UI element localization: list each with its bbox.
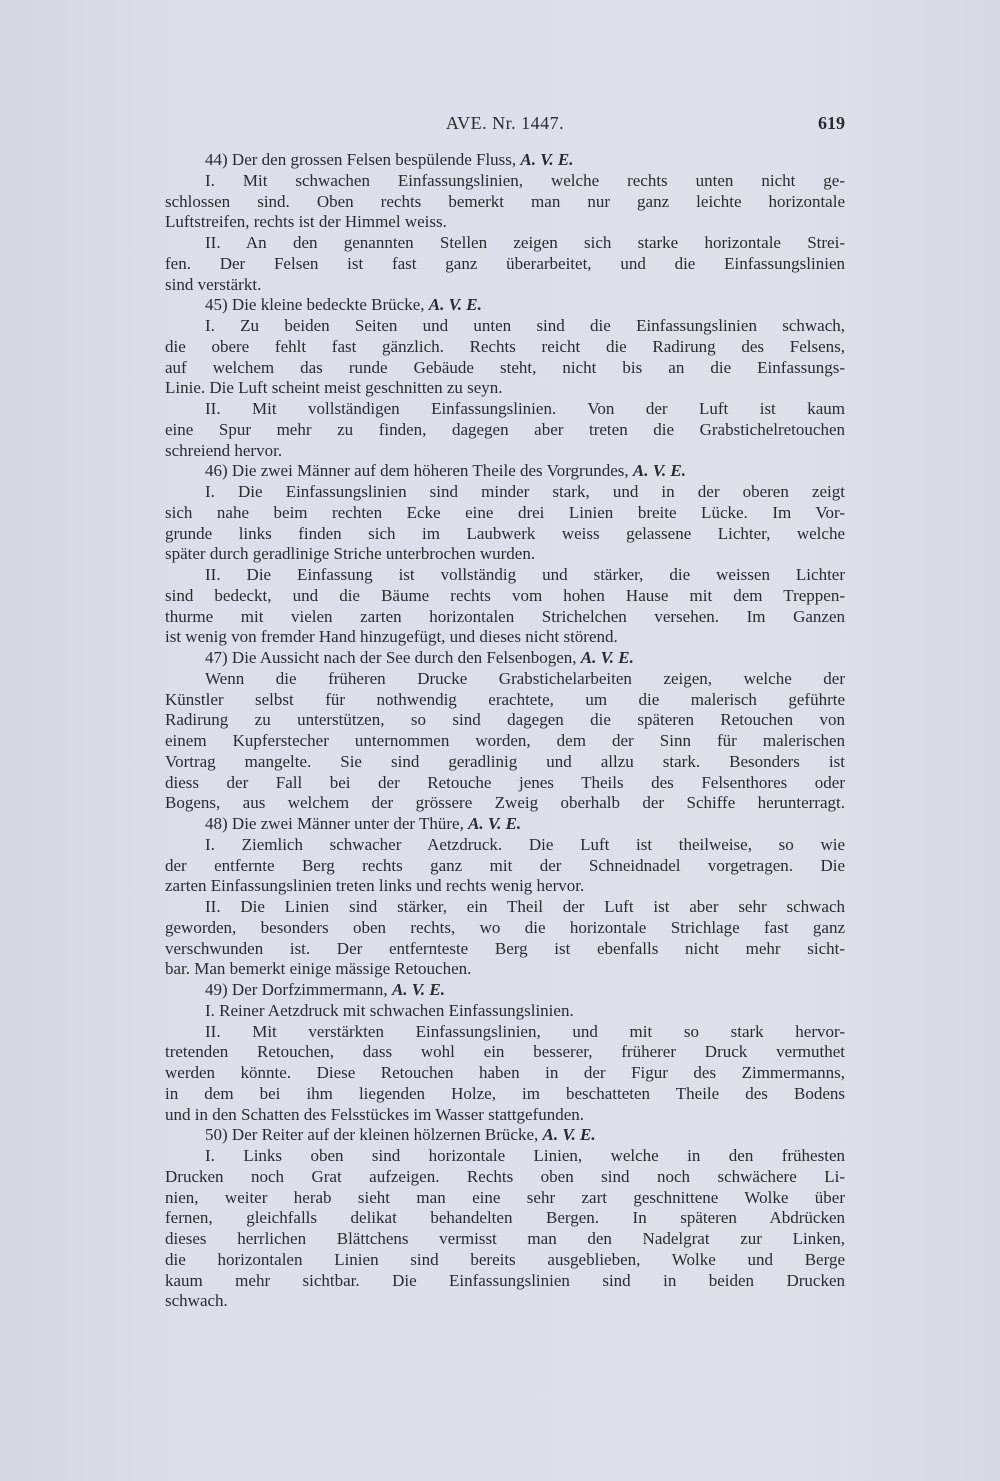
line-text: 50) Der Reiter auf der kleinen hölzernen Brücke, [205,1125,543,1145]
text-line [165,1063,845,1084]
line-text: nien, weiter herab sieht man eine sehr zart geschnittene Wolke über [165,1187,845,1207]
text-line [165,441,845,462]
line-text: sind bedeckt, und die Bäume rechts vom hohen Hause mit dem Treppen- [165,585,845,605]
text-line [165,524,845,545]
line-text: Drucken noch Grat aufzeigen. Rechts oben sind noch schwächere Li- [165,1166,845,1186]
text-line [165,212,845,233]
text-line [165,918,845,939]
line-text: 46) Die zwei Männer auf dem höheren Theile des Vorgrundes, [205,461,633,481]
line-text: verschwunden ist. Der entfernteste Berg ist ebenfalls nicht mehr sicht- [165,938,845,958]
text-line [165,856,845,877]
line-text: zarten Einfassungslinien treten links und rechts wenig hervor. [165,876,585,896]
line-text: fernen, gleichfalls delikat behandelten Bergen. In späteren Abdrücken [165,1208,845,1228]
text-line [165,773,845,794]
line-text: dieses herrlichen Blättchens vermisst man den Nadelgrat zur Linken, [165,1229,845,1248]
text-line [165,669,845,690]
line-text: I. Ziemlich schwacher Aetzdruck. Die Luft ist theilweise, so wie [205,834,845,854]
line-text: bar. Man bemerkt einige mässige Retouchen. [165,959,472,979]
line-text: schreiend hervor. [165,440,283,460]
line-text: II. An den genannten Stellen zeigen sich starke horizontale Strei- [205,233,845,252]
line-text: Bogens, aus welchem der grössere Zweig oberhalb der Schiffe herunterragt. [165,793,845,813]
text-line [165,1188,845,1209]
text-line [165,482,845,503]
header-title: AVE. Nr. 1447. [445,113,565,133]
line-text: schwach. [165,1291,228,1311]
line-text: 48) Die zwei Männer unter der Thüre, [205,814,469,833]
line-text: I. Links oben sind horizontale Linien, welche in den frühesten [205,1146,845,1165]
line-text: der entfernte Berg rechts ganz mit der Schneidnadel vorgetragen. Die [165,855,845,875]
line-text: werden könnte. Diese Retouchen haben in der Figur des Zimmermanns, [165,1063,845,1082]
line-text: später durch geradlinige Striche unterbrochen wurden. [165,544,536,564]
text-line [165,1022,845,1043]
line-text: schlossen sind. Oben rechts bemerkt man nur ganz leichte horizontale [165,191,845,211]
line-text: 47) Die Aussicht nach der See durch den Felsenbogen, [205,648,581,667]
line-text: Künstler selbst für nothwendig erachtete, um die malerisch geführte [165,689,845,709]
line-text: eine Spur mehr zu finden, dagegen aber treten die Grabstichelretouchen [165,419,845,439]
text-line [165,1229,845,1250]
text-line [165,1042,845,1063]
line-text: Radirung zu unterstützen, so sind dagegen die späteren Retouchen von [165,710,845,730]
line-text: ist wenig von fremder Hand hinzugefügt, und dieses nicht störend. [165,627,618,647]
line-text: diess der Fall bei der Retouche jenes Theils des Felsenthores oder [165,772,845,792]
line-text: 44) Der den grossen Felsen bespülende Fluss, [205,150,521,169]
text-line [165,171,845,192]
line-text: Vortrag mangelte. Sie sind geradlinig und allzu stark. Besonders ist [165,751,845,771]
text-line [165,233,845,254]
attribution-sigle: A. V. E. [580,648,634,667]
line-text: die horizontalen Linien sind bereits ausgeblieben, Wolke und Berge [165,1249,845,1269]
line-text: einem Kupferstecher unternommen worden, dem der Sinn für malerischen [165,731,845,750]
entry-heading [165,461,845,482]
body-text [165,150,845,1312]
line-text: tretenden Retouchen, dass wohl ein besserer, früherer Druck vermuthet [165,1042,845,1062]
line-text: II. Mit vollständigen Einfassungslinien. Von der Luft ist kaum [205,399,845,418]
text-line [165,607,845,628]
attribution-sigle: A. V. E. [428,295,482,315]
line-text: Luftstreifen, rechts ist der Himmel weiss. [165,212,447,232]
attribution-sigle: A. V. E. [542,1125,596,1145]
line-text: geworden, besonders oben rechts, wo die horizontale Strichlage fast ganz [165,917,845,937]
line-text: II. Die Linien sind stärker, ein Theil der Luft ist aber sehr schwach [205,897,845,916]
attribution-sigle: A. V. E. [632,461,686,481]
entry-heading [165,295,845,316]
line-text: I. Reiner Aetzdruck mit schwachen Einfassungslinien. [205,1000,574,1020]
entry-heading [165,980,845,1001]
text-line [165,959,845,980]
line-text: die obere fehlt fast gänzlich. Rechts reicht die Radirung des Felsens, [165,336,845,356]
text-line [165,1291,845,1312]
text-line [165,835,845,856]
text-line [165,399,845,420]
line-text: 45) Die kleine bedeckte Brücke, [205,295,429,315]
entry-heading [165,648,845,669]
text-line [165,1001,845,1022]
text-line [165,316,845,337]
entry-heading [165,1125,845,1146]
text-line [165,337,845,358]
line-text: II. Mit verstärkten Einfassungslinien, und mit so stark hervor- [205,1021,845,1041]
line-text: 49) Der Dorfzimmermann, [205,980,392,999]
entry-heading [165,150,845,171]
text-line [165,378,845,399]
text-line [165,793,845,814]
attribution-sigle: A. V. E. [520,150,574,169]
line-text: grunde links finden sich im Laubwerk weiss gelassene Lichter, welche [165,523,845,543]
text-line [165,544,845,565]
entry-heading [165,814,845,835]
line-text: Wenn die früheren Drucke Grabstichelarbeiten zeigen, welche der [205,668,845,688]
text-line [165,254,845,275]
text-line [165,690,845,711]
text-line [165,876,845,897]
running-header [165,113,845,137]
text-line [165,358,845,379]
page-number: 619 [818,113,845,133]
text-line [165,1250,845,1271]
line-text: II. Die Einfassung ist vollständig und stärker, die weissen Lichter [205,565,845,584]
line-text: kaum mehr sichtbar. Die Einfassungslinien sind in beiden Drucken [165,1270,845,1290]
text-line [165,731,845,752]
line-text: thurme mit vielen zarten horizontalen Strichelchen versehen. Im Ganzen [165,606,845,626]
text-line [165,1146,845,1167]
text-line [165,192,845,213]
text-line [165,1271,845,1292]
line-text: auf welchem das runde Gebäude steht, nicht bis an die Einfassungs- [165,357,845,377]
line-text: I. Die Einfassungslinien sind minder stark, und in der oberen zeigt [205,482,845,501]
line-text: I. Zu beiden Seiten und unten sind die Einfassungslinien schwach, [205,316,845,335]
line-text: und in den Schatten des Felsstückes im Wasser stattgefunden. [165,1104,584,1124]
text-line [165,420,845,441]
attribution-sigle: A. V. E. [468,814,522,833]
line-text: sich nahe beim rechten Ecke eine drei Linien breite Lücke. Im Vor- [165,502,845,522]
text-line [165,565,845,586]
text-line [165,627,845,648]
text-line [165,275,845,296]
attribution-sigle: A. V. E. [391,980,446,999]
text-line [165,586,845,607]
text-line [165,752,845,773]
text-line [165,939,845,960]
line-text: in dem bei ihm liegenden Holze, im beschatteten Theile des Bodens [165,1083,845,1103]
text-line [165,503,845,524]
line-text: I. Mit schwachen Einfassungslinien, welche rechts unten nicht ge- [205,170,845,190]
line-text: fen. Der Felsen ist fast ganz überarbeitet, und die Einfassungslinien [165,253,845,273]
line-text: Linie. Die Luft scheint meist geschnitten zu seyn. [165,378,503,398]
line-text: sind verstärkt. [165,274,262,294]
text-line [165,1208,845,1229]
text-line [165,897,845,918]
text-line [165,1167,845,1188]
text-line [165,710,845,731]
text-line [165,1105,845,1126]
text-line [165,1084,845,1105]
